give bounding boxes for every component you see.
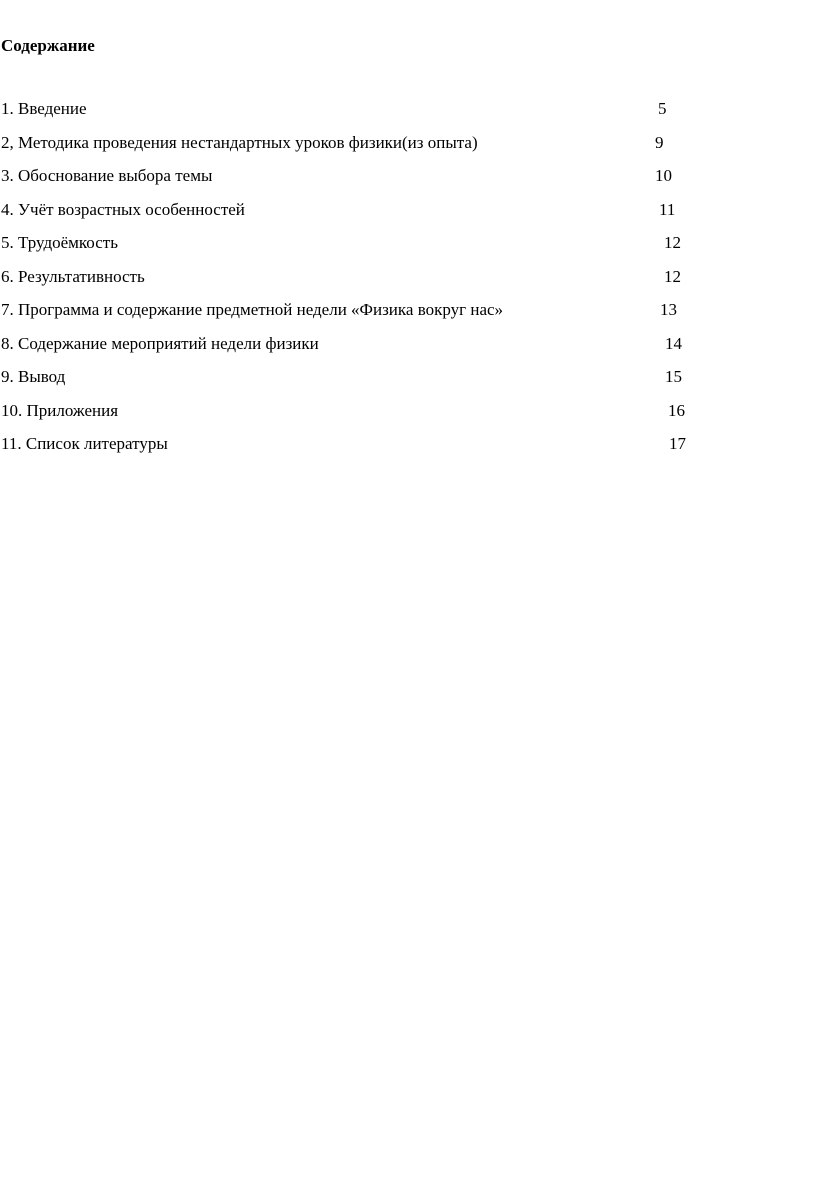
toc-entry-page: 14 [665, 333, 682, 353]
toc-list [0, 98, 816, 467]
toc-entry [0, 433, 816, 467]
toc-entry-page: 10 [655, 166, 672, 185]
toc-entry-label: 2, Методика проведения нестандартных уроков физики(из опыта) [1, 132, 478, 152]
toc-entry [0, 165, 816, 199]
toc-entry [0, 299, 816, 333]
toc-entry [0, 232, 816, 266]
toc-entry-label: 1. Введение [1, 99, 87, 118]
toc-entry-label: 10. Приложения [1, 400, 119, 420]
toc-entry-page: 5 [658, 99, 667, 118]
toc-entry-page: 17 [669, 434, 686, 453]
toc-entry-page: 12 [664, 233, 681, 252]
toc-entry [0, 98, 816, 132]
toc-entry-page: 16 [668, 400, 685, 420]
toc-entry-page: 12 [664, 266, 681, 286]
toc-title: Содержание [1, 36, 95, 55]
toc-entry-label: 9. Вывод [1, 367, 66, 386]
toc-entry-label: 11. Список литературы [1, 434, 168, 453]
toc-entry [0, 333, 816, 367]
toc-entry-label: 7. Программа и содержание предметной недели «Физика вокруг нас» [1, 300, 504, 319]
toc-entry-page: 13 [660, 300, 677, 319]
toc-entry [0, 199, 816, 233]
toc-entry [0, 132, 816, 166]
toc-entry [0, 266, 816, 300]
toc-entry-label: 3. Обоснование выбора темы [1, 166, 213, 185]
toc-entry-page: 11 [659, 199, 676, 219]
toc-entry-label: 4. Учёт возрастных особенностей [1, 199, 245, 219]
toc-entry-page: 9 [655, 132, 664, 152]
toc-entry [0, 400, 816, 434]
toc-entry-label: 8. Содержание мероприятий недели физики [1, 333, 319, 353]
toc-entry-label: 5. Трудоёмкость [1, 233, 118, 252]
toc-entry-page: 15 [665, 367, 682, 386]
toc-entry [0, 366, 816, 400]
toc-entry-label: 6. Результативность [1, 266, 145, 286]
